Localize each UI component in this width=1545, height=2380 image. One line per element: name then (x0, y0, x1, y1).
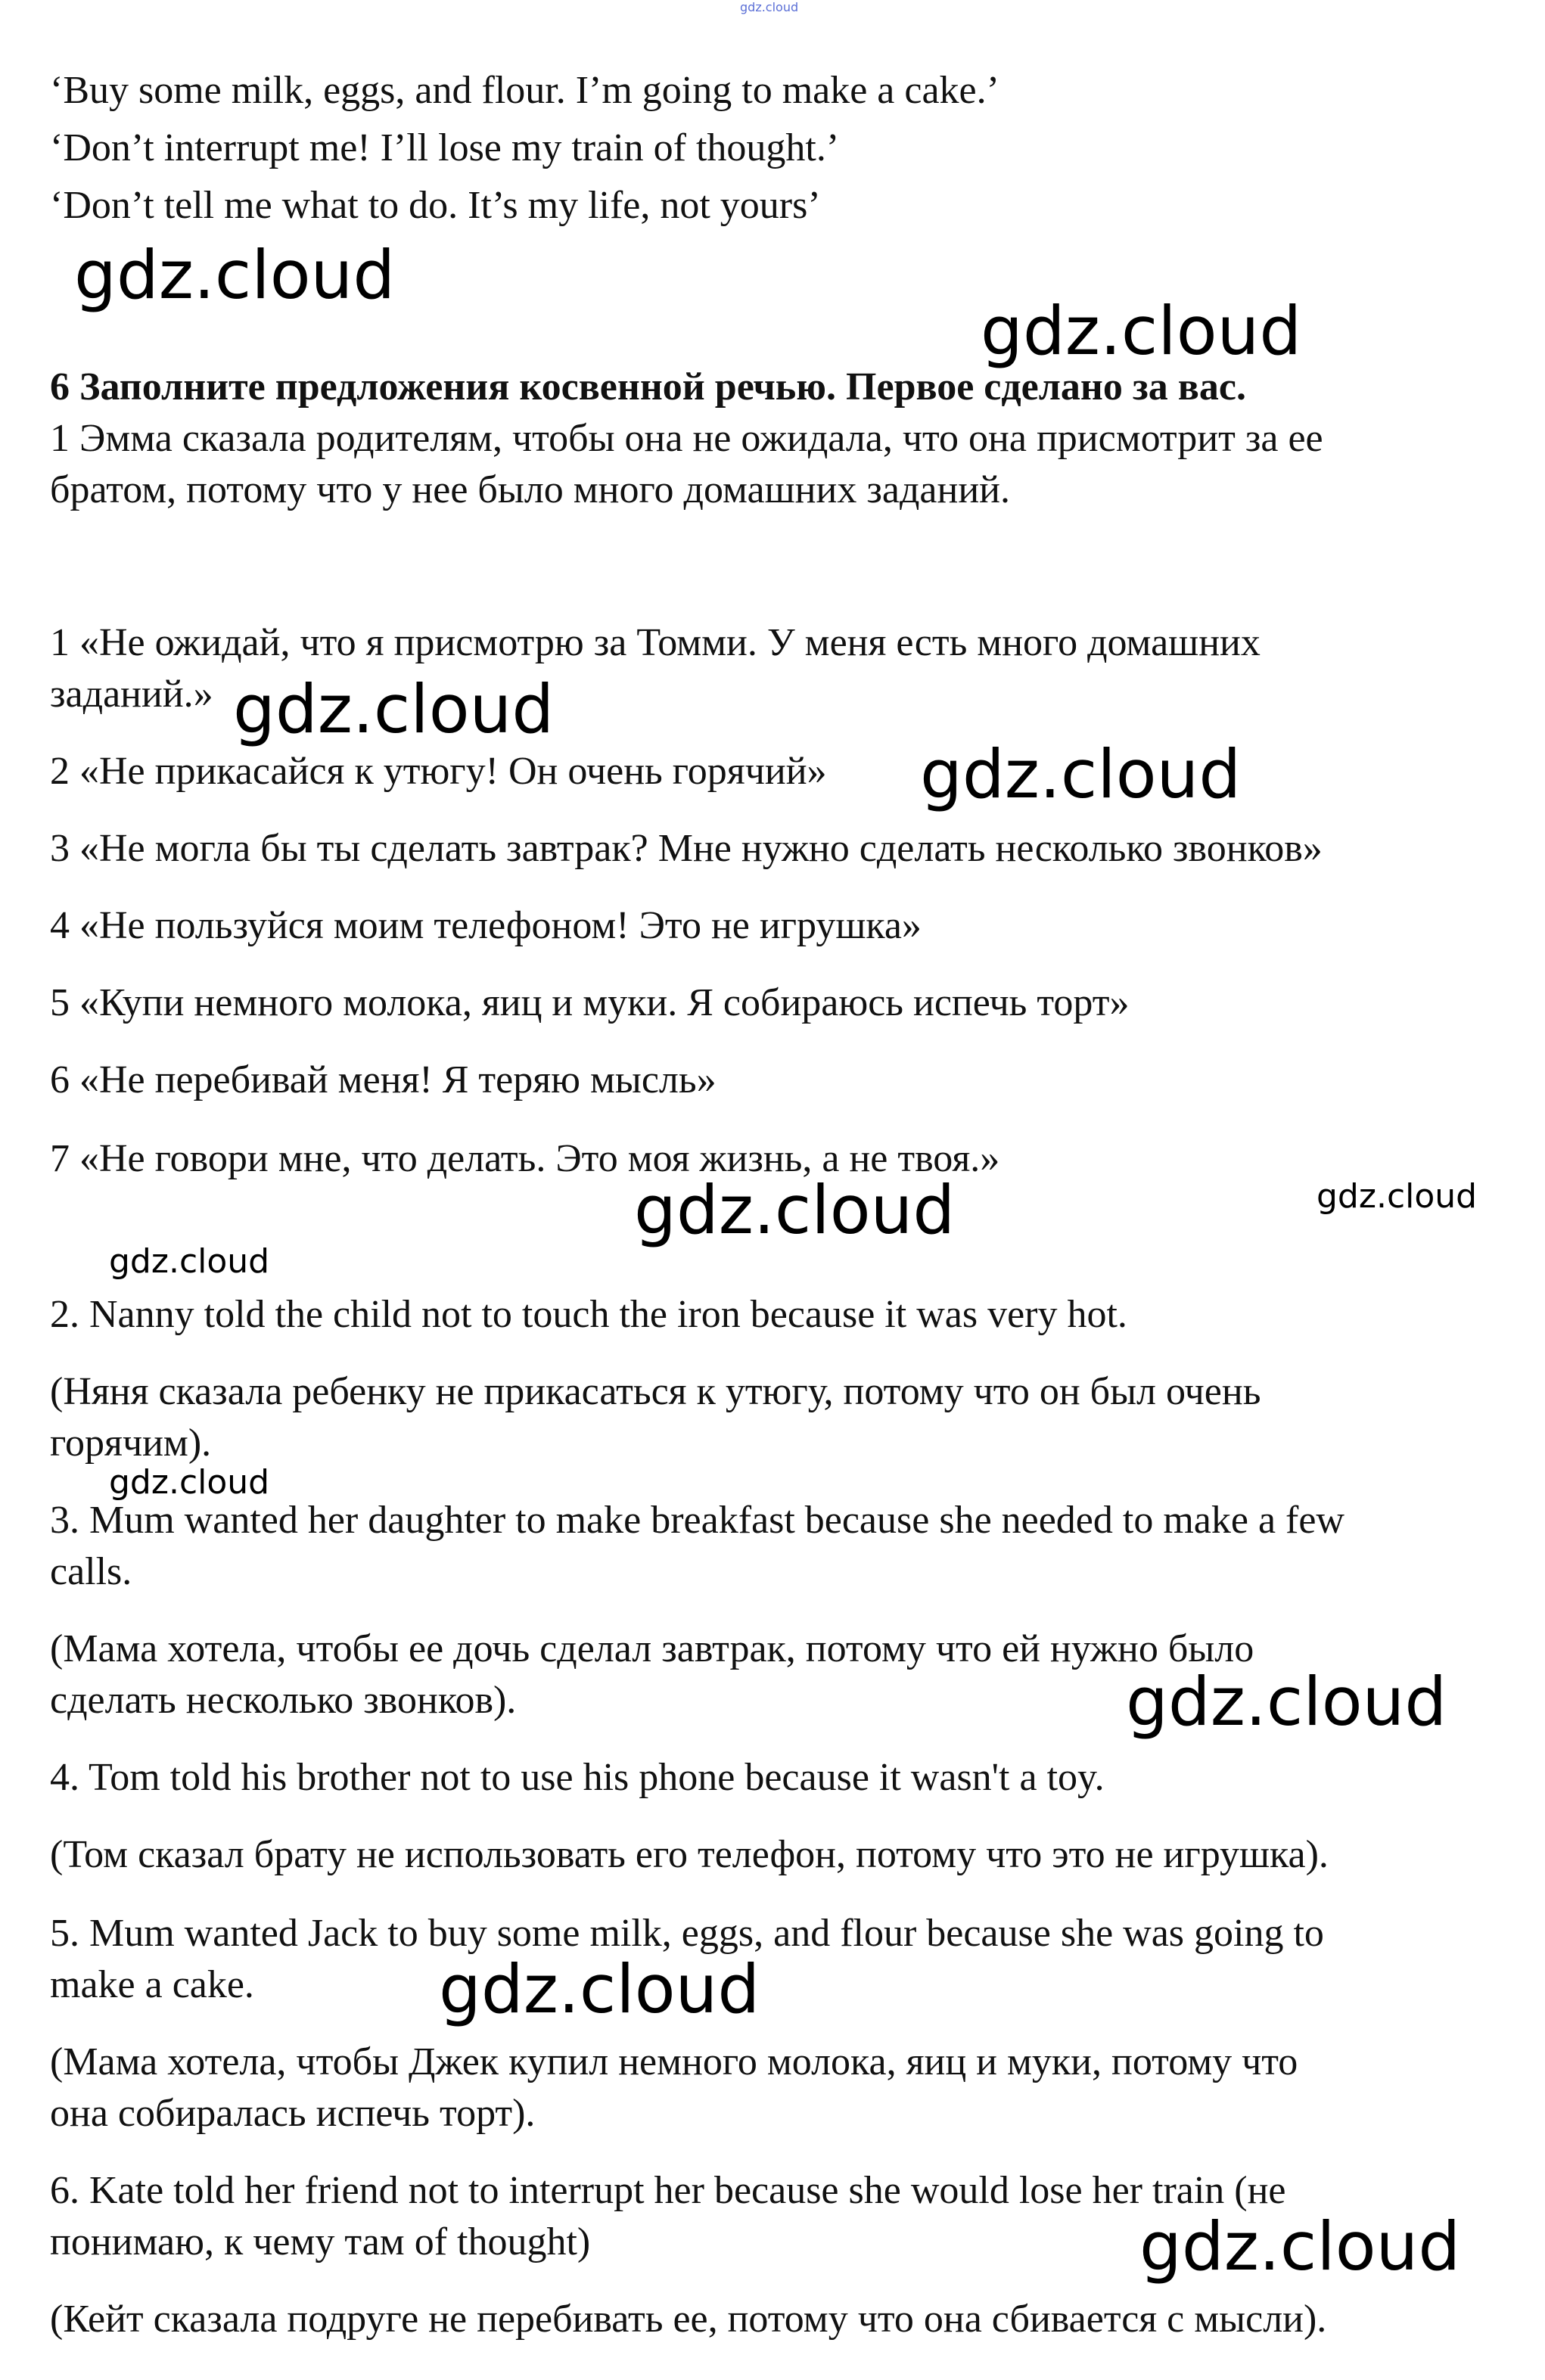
quote-3: 3 «Не могла бы ты сделать завтрак? Мне нужно сделать несколько звонков» (50, 827, 1323, 870)
watermark: gdz.cloud (1317, 1177, 1478, 1216)
intro-line-2: ‘Don’t interrupt me! I’ll lose my train of thought.’ (50, 126, 840, 169)
answer-3-en-2: calls. (50, 1550, 132, 1593)
answer-4-ru: (Том сказал брату не использовать его телефон, потому что это не игрушка). (50, 1833, 1329, 1876)
watermark: gdz.cloud (109, 1463, 270, 1502)
answer-6-en-1: 6. Kate told her friend not to interrupt her because she would lose her train (не (50, 2169, 1286, 2212)
quote-1a: 1 «Не ожидай, что я присмотрю за Томми. У меня есть много домашних (50, 621, 1261, 664)
watermark: gdz.cloud (109, 1242, 270, 1281)
watermark: gdz.cloud (439, 1950, 760, 2028)
watermark: gdz.cloud (74, 236, 396, 314)
answer-5-en-2: make a cake. (50, 1963, 254, 2006)
watermark: gdz.cloud (920, 735, 1242, 813)
answer-5-en-1: 5. Mum wanted Jack to buy some milk, eggs, and flour because she was going to (50, 1912, 1324, 1955)
watermark: gdz.cloud (1126, 1663, 1447, 1741)
answer-5-ru-2: она собиралась испечь торт). (50, 2092, 536, 2135)
answer-6-en-2: понимаю, к чему там of thought) (50, 2220, 591, 2263)
answer-5-ru-1: (Мама хотела, чтобы Джек купил немного молока, яиц и муки, потому что (50, 2040, 1298, 2083)
answer-3-ru-2: сделать несколько звонков). (50, 1679, 517, 1722)
watermark: gdz.cloud (1139, 2208, 1461, 2285)
answer-6-ru: (Кейт сказала подруге не перебивать ее, потому что она сбивается с мысли). (50, 2298, 1327, 2341)
quote-6: 6 «Не перебивай меня! Я теряю мысль» (50, 1058, 717, 1101)
example-line-2: братом, потому что у нее было много домашних заданий. (50, 468, 1010, 511)
answer-3-en-1: 3. Mum wanted her daughter to make breakfast because she needed to make a few (50, 1499, 1344, 1542)
quote-5: 5 «Купи немного молока, яиц и муки. Я собираюсь испечь торт» (50, 981, 1130, 1024)
exercise-heading: 6 Заполните предложения косвенной речью. Первое сделано за вас. (50, 365, 1246, 409)
example-line-1: 1 Эмма сказала родителям, чтобы она не ожидала, что она присмотрит за ее (50, 417, 1323, 460)
answer-2-ru-1: (Няня сказала ребенку не прикасаться к утюгу, потому что он был очень (50, 1370, 1261, 1413)
quote-4: 4 «Не пользуйся моим телефоном! Это не игрушка» (50, 904, 922, 947)
intro-line-1: ‘Buy some milk, eggs, and flour. I’m going to make a cake.’ (50, 69, 999, 112)
top-watermark: gdz.cloud (740, 0, 799, 14)
watermark: gdz.cloud (233, 670, 555, 748)
intro-line-3: ‘Don’t tell me what to do. It’s my life, not yours’ (50, 184, 821, 227)
answer-2-ru-2: горячим). (50, 1421, 212, 1465)
answer-2-en: 2. Nanny told the child not to touch the iron because it was very hot. (50, 1293, 1127, 1336)
watermark: gdz.cloud (634, 1171, 956, 1249)
quote-2: 2 «Не прикасайся к утюгу! Он очень горячий» (50, 750, 827, 793)
quote-7: 7 «Не говори мне, что делать. Это моя жизнь, а не твоя.» (50, 1137, 1000, 1180)
answer-3-ru-1: (Мама хотела, чтобы ее дочь сделал завтрак, потому что ей нужно было (50, 1627, 1254, 1670)
quote-1b: заданий.» (50, 673, 213, 716)
watermark: gdz.cloud (981, 292, 1302, 370)
answer-4-en: 4. Tom told his brother not to use his phone because it wasn't a toy. (50, 1756, 1105, 1799)
